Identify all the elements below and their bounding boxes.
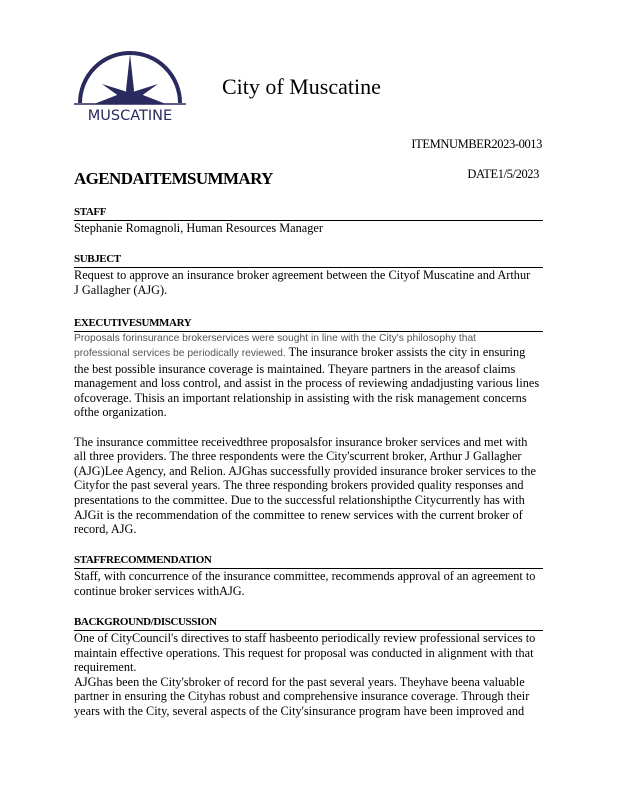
subject-section [74, 253, 543, 297]
text-line: (AJG)Lee Agency, and Relion. AJGhas successfully provided insurance broker services to the [74, 463, 536, 478]
text-line: Request to approve an insurance broker agreement between the Cityof Muscatine and Arthur [74, 268, 531, 282]
text-line: presentations to the committee. Due to the successful relationshipthe Citycurrently has with [74, 492, 525, 507]
text-line: years with the City, several aspects of the City'sinsurance program have been improved and [74, 703, 525, 718]
text-line: AJGit is the recommendation of the committee to renew services with the current broker of [74, 507, 523, 522]
text-line: Stephanie Romagnoli, Human Resources Manager [74, 221, 323, 235]
text-line: Staff, with concurrence of the insurance committee, recommends approval of an agreement to [74, 569, 536, 583]
text-line: The insurance committee receivedthree proposalsfor insurance broker services and met with [74, 434, 528, 449]
text-line: J Gallagher (AJG). [74, 282, 168, 297]
page-title: AGENDAITEMSUMMARY [74, 169, 273, 188]
text-line: continue broker services withAJG. [74, 583, 245, 598]
text-line: ofcoverage. Thisis an important relationship in assisting with the risk management concerns [74, 390, 527, 405]
text-line: Cityfor the past several years. The three responding brokers provided quality responses and [74, 478, 524, 493]
text-line: AJGhas been the City'sbroker of record for the past several years. Theyhave beena valuable [74, 674, 525, 689]
text-line: record, AJG. [74, 522, 137, 537]
text-line: Proposals forinsurance brokerservices were sought in line with the City's philosophy that [74, 333, 477, 344]
item-date: DATE1/5/2023 [467, 167, 539, 181]
logo-text: MUSCATINE [87, 108, 173, 122]
city-title: City of Muscatine [222, 74, 381, 99]
text-line: ofthe organization. [74, 405, 167, 420]
item-number: ITEMNUMBER2023-0013 [411, 137, 542, 151]
text-line: partner in ensuring the Cityhas robust and comprehensive insurance coverage. Through their [74, 689, 530, 704]
text-line: requirement. [74, 660, 137, 675]
section-heading: BACKGROUND/DISCUSSION [74, 616, 543, 631]
text-line: One of CityCouncil's directives to staff hasbeento periodically review professional services to [74, 631, 536, 645]
text-line: maintain effective operations. This request for proposal was conducted in alignment with that [74, 645, 534, 660]
staff-section [74, 206, 543, 236]
gray-text: professional services be periodically reviewed. [74, 348, 286, 359]
section-heading: EXECUTIVESUMMARY [74, 317, 543, 332]
text-line: management and loss control, and assist in the process of reviewing andadjusting various lines [74, 376, 540, 391]
text-line [74, 345, 543, 362]
section-heading: STAFFRECOMMENDATION [74, 554, 543, 569]
background-section [74, 616, 543, 719]
text: The insurance broker assists the city in ensuring [285, 345, 526, 359]
staff-recommendation-section [74, 554, 543, 598]
muscatine-logo [74, 50, 186, 122]
text-line: all three providers. The three respondents were the City'scurrent broker, Arthur J Gallagher [74, 449, 522, 464]
section-heading: STAFF [74, 206, 543, 221]
text-line: the best possible insurance coverage is maintained. Theyare partners in the areasof claims [74, 361, 516, 376]
executive-summary-section [74, 317, 543, 537]
section-heading: SUBJECT [74, 253, 543, 268]
